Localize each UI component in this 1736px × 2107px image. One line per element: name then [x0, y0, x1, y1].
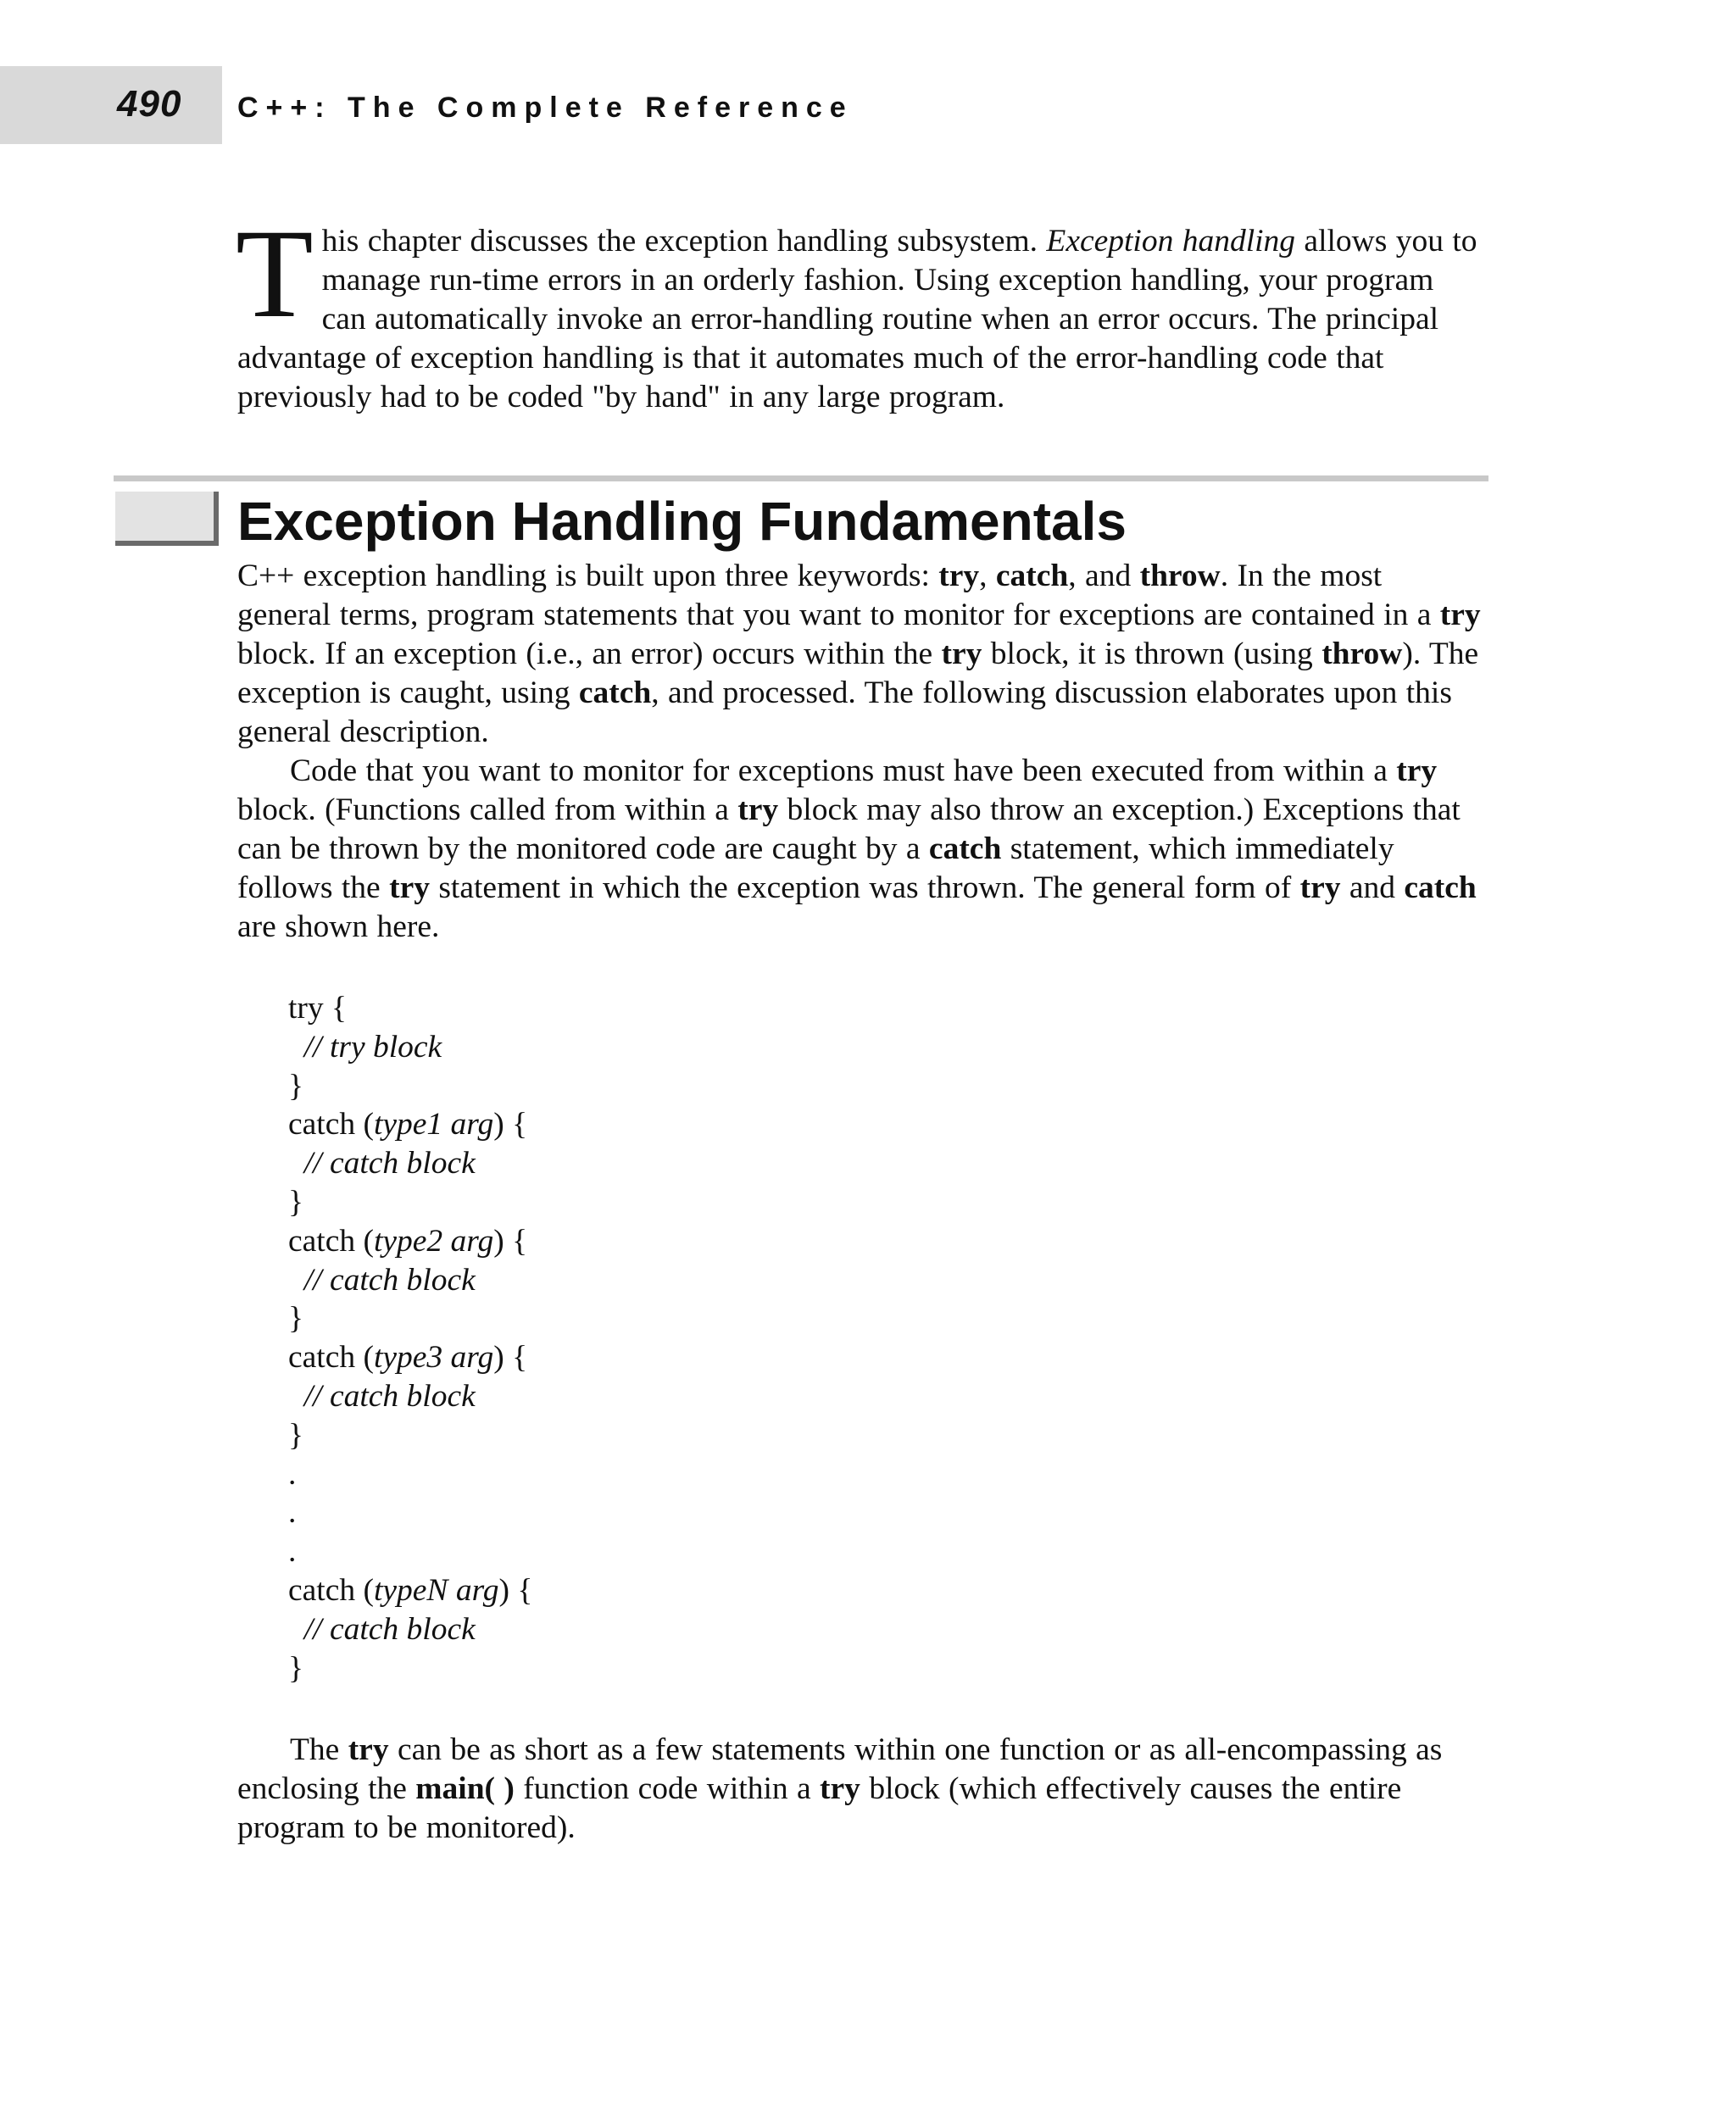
keyword: catch — [1404, 870, 1477, 905]
code-line: // try block — [303, 1029, 442, 1065]
keyword: try — [1299, 870, 1341, 905]
code-line: } — [288, 1184, 303, 1220]
keyword: try — [389, 870, 430, 905]
running-head: C++: The Complete Reference — [237, 92, 854, 124]
code-line: catch (typeN arg) { — [288, 1572, 533, 1608]
paragraph-monitor: Code that you want to monitor for exceptions must have been executed from within a try block. (Functions called from within a try block may also throw an exception.) Exceptions that can be thrown by the monitored code are caught by a catch statement, which immediately follows the try statement in which the exception was thrown. The general form of try and catch are shown here. — [237, 753, 1477, 944]
drop-cap: T — [236, 203, 314, 344]
keyword: try — [820, 1771, 860, 1806]
code-line: try { — [288, 991, 348, 1026]
section-body — [237, 557, 1483, 947]
keyword: try — [1439, 598, 1481, 632]
keyword: throw — [1321, 637, 1403, 671]
closing-section — [237, 1731, 1483, 1848]
paragraph-keywords: C++ exception handling is built upon three keywords: try, catch, and throw. In the most general terms, program statements that you want to monitor for exceptions are contained in a try block. If an exception (i.e., an error) occurs within the try block, it is thrown (using throw). The exception is caught, using catch, and processed. The following discussion elaborates upon this general description. — [237, 559, 1481, 749]
keyword: try — [1396, 753, 1438, 788]
code-line: } — [288, 1301, 303, 1337]
page-number: 490 — [117, 83, 182, 125]
code-line: } — [288, 1068, 303, 1104]
code-line: // catch block — [303, 1611, 476, 1647]
section-rule — [114, 475, 1488, 481]
keyword: try — [737, 792, 779, 827]
code-line: } — [288, 1650, 303, 1686]
keyword: main( ) — [415, 1771, 515, 1806]
section-heading: Exception Handling Fundamentals — [237, 491, 1127, 552]
keyword: try — [941, 637, 982, 671]
keyword: catch — [995, 559, 1069, 593]
keyword: catch — [928, 831, 1002, 866]
keyword: throw — [1139, 559, 1221, 593]
code-line: catch (type1 arg) { — [288, 1107, 528, 1142]
code-line: . — [288, 1534, 297, 1570]
page-number-box — [0, 66, 222, 144]
code-listing — [288, 989, 532, 1687]
intro-paragraph: This chapter discusses the exception handling subsystem. Exception handling allows you to manage run-time errors in an orderly fashion. Using exception handling, your program can automatically invoke an error-handling routine when an error occurs. The principal advantage of exception handling is that it automates much of the error-handling code that previously had to be coded "by hand" in any large program. — [236, 203, 1477, 414]
code-line: // catch block — [303, 1146, 476, 1181]
code-line: . — [288, 1495, 297, 1531]
section-marker — [115, 492, 219, 546]
term-exception-handling: Exception handling — [1046, 224, 1296, 259]
paragraph-try-scope: The try can be as short as a few statements within one function or as all-encompassing as enclosing the main( ) function code within a try block (which effectively causes the entire program to be monitored). — [237, 1732, 1443, 1845]
keyword: catch — [578, 675, 652, 710]
code-line: catch (type3 arg) { — [288, 1340, 528, 1376]
code-line: // catch block — [303, 1378, 476, 1414]
code-line: . — [288, 1456, 297, 1492]
code-line: } — [288, 1417, 303, 1453]
keyword: try — [938, 559, 980, 593]
keyword: try — [348, 1732, 389, 1767]
code-line: // catch block — [303, 1262, 476, 1298]
code-line: catch (type2 arg) { — [288, 1223, 528, 1259]
